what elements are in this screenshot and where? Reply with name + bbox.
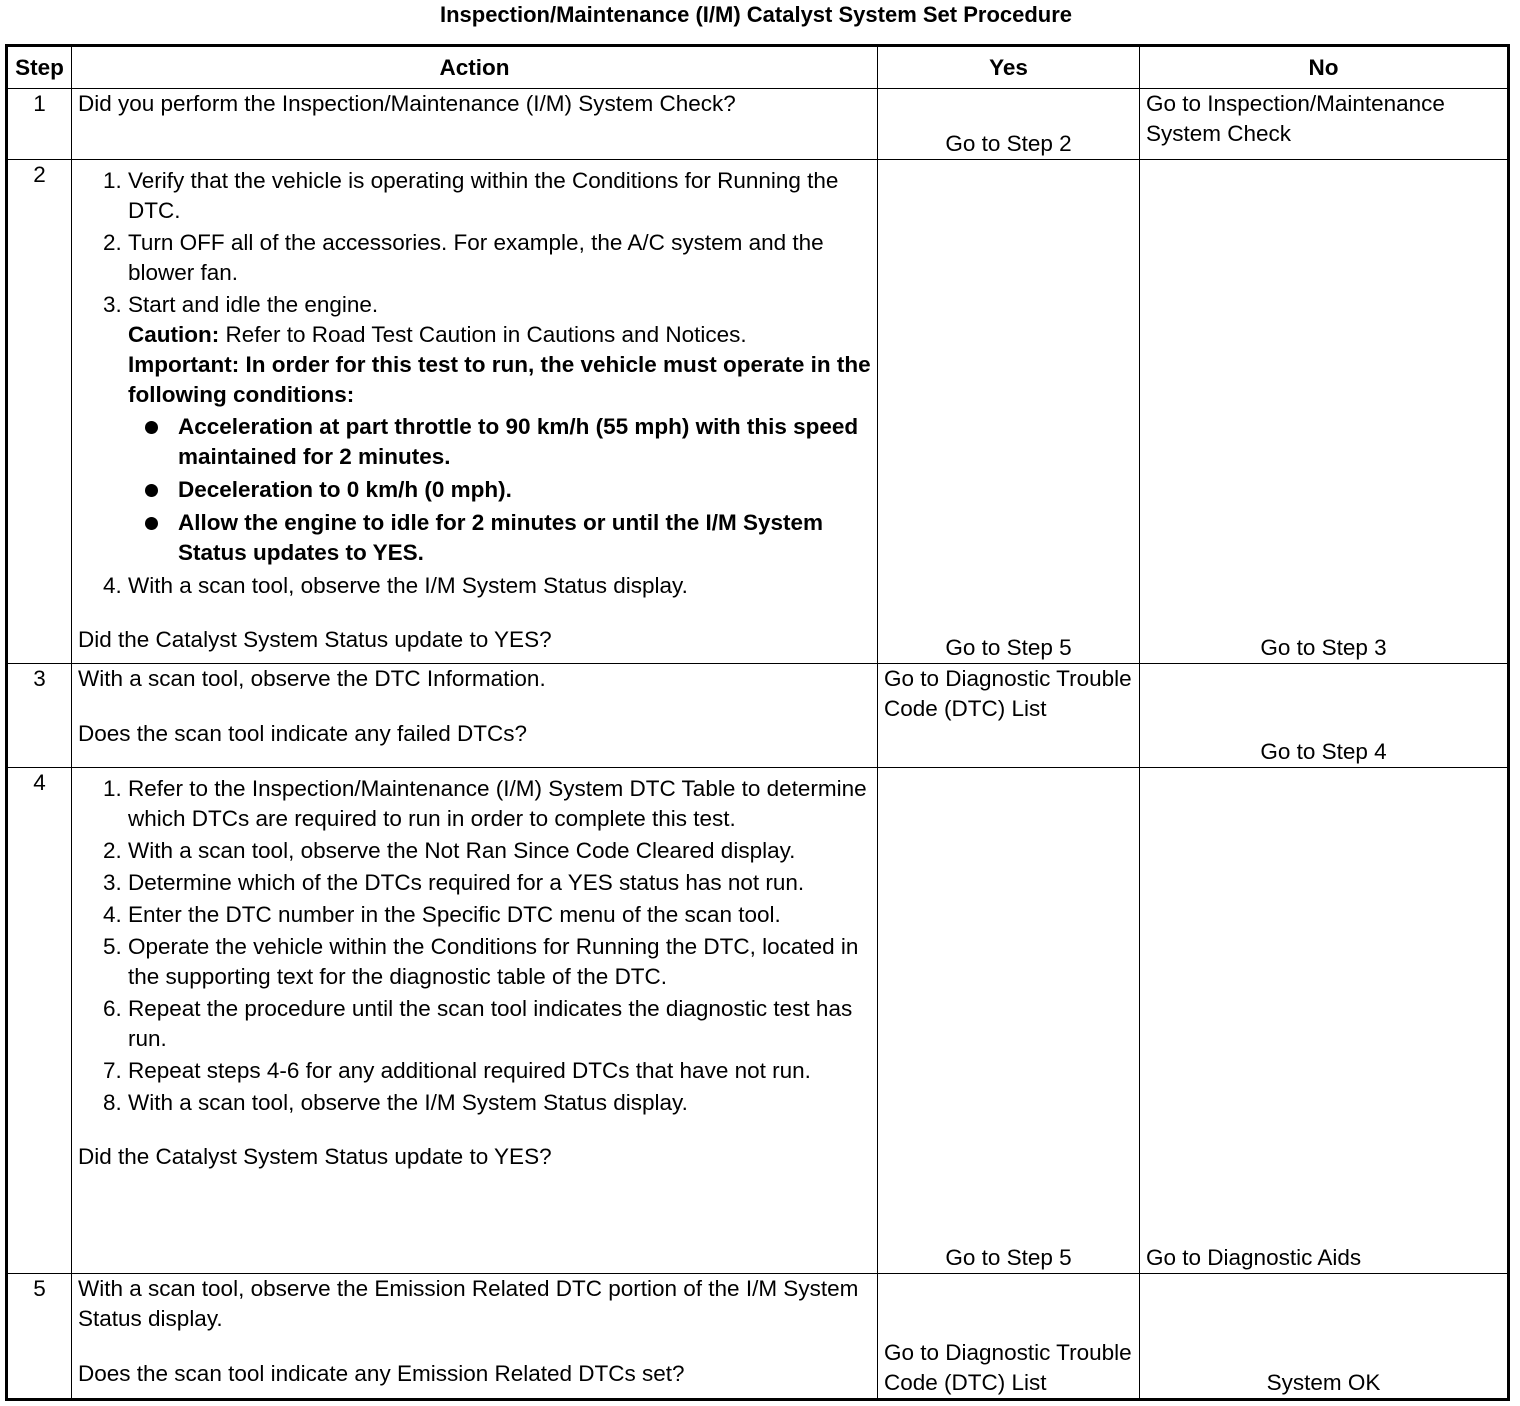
step-number: 3	[7, 664, 72, 768]
list-item: 2. Turn OFF all of the accessories. For example, the A/C system and the blower fan.	[128, 228, 871, 288]
list-item: 6. Repeat the procedure until the scan tool indicates the diagnostic test has run.	[128, 994, 871, 1054]
no-result: Go to Step 4	[1260, 739, 1387, 764]
yes-result: Go to Step 5	[945, 635, 1072, 660]
header-no: No	[1140, 46, 1509, 89]
no-cell	[1140, 160, 1509, 664]
list-item: 5. Operate the vehicle within the Conditions for Running the DTC, located in the supporting text for the diagnostic table of the DTC.	[128, 932, 871, 992]
list-item: 4. Enter the DTC number in the Specific DTC menu of the scan tool.	[128, 900, 871, 930]
bullet-text: Acceleration at part throttle to 90 km/h (55 mph) with this speed maintained for 2 minutes.	[178, 414, 859, 469]
action-text: With a scan tool, observe the Emission Related DTC portion of the I/M System Status display.	[78, 1276, 859, 1331]
step-number: 2	[7, 160, 72, 664]
table-row	[7, 768, 1509, 1274]
list-item: 1. Refer to the Inspection/Maintenance (I/M) System DTC Table to determine which DTCs are required to run in order to complete this test.	[128, 774, 871, 834]
yes-cell	[878, 664, 1140, 768]
bullet-icon	[145, 517, 158, 530]
table-row	[7, 664, 1509, 768]
table-row	[7, 1274, 1509, 1400]
conditions-list	[128, 412, 871, 568]
action-question: Does the scan tool indicate any failed DTCs?	[78, 721, 527, 746]
list-item	[178, 412, 871, 472]
no-result: Go to Inspection/Maintenance System Check	[1146, 91, 1445, 146]
yes-result: Go to Step 2	[945, 131, 1072, 156]
bullet-text: Allow the engine to idle for 2 minutes or until the I/M System Status updates to YES.	[178, 510, 824, 565]
list-item	[128, 290, 871, 568]
list-item	[178, 508, 871, 568]
action-text: With a scan tool, observe the DTC Information.	[78, 666, 546, 691]
header-action: Action	[72, 46, 878, 89]
no-result: Go to Step 3	[1260, 635, 1387, 660]
important-note: Important: In order for this test to run, the vehicle must operate in the following conditions:	[128, 352, 871, 407]
yes-cell	[878, 160, 1140, 664]
action-cell	[72, 89, 878, 160]
no-cell	[1140, 1274, 1509, 1400]
action-question: Did you perform the Inspection/Maintenance (I/M) System Check?	[78, 91, 736, 116]
step-number: 4	[7, 768, 72, 1274]
list-item-text: Start and idle the engine.	[128, 292, 379, 317]
bullet-icon	[145, 421, 158, 434]
list-item: 8. With a scan tool, observe the I/M System Status display.	[128, 1088, 871, 1118]
header-yes: Yes	[878, 46, 1140, 89]
procedure-list	[78, 774, 871, 1118]
caution-note	[128, 320, 871, 350]
no-cell	[1140, 89, 1509, 160]
no-result: Go to Diagnostic Aids	[1146, 1245, 1362, 1270]
no-result: System OK	[1266, 1370, 1381, 1395]
procedure-table	[5, 44, 1510, 1401]
list-item: 2. With a scan tool, observe the Not Ran Since Code Cleared display.	[128, 836, 871, 866]
table-header-row	[7, 46, 1509, 89]
table-row	[7, 89, 1509, 160]
procedure-list	[78, 166, 871, 601]
list-item: 1. Verify that the vehicle is operating within the Conditions for Running the DTC.	[128, 166, 871, 226]
step-number: 5	[7, 1274, 72, 1400]
no-cell	[1140, 664, 1509, 768]
yes-cell	[878, 768, 1140, 1274]
list-item: 3. Determine which of the DTCs required for a YES status has not run.	[128, 868, 871, 898]
no-cell	[1140, 768, 1509, 1274]
list-item: 4. With a scan tool, observe the I/M System Status display.	[128, 571, 871, 601]
step-number: 1	[7, 89, 72, 160]
action-cell	[72, 664, 878, 768]
action-question: Did the Catalyst System Status update to YES?	[78, 627, 552, 652]
header-step: Step	[7, 46, 72, 89]
action-cell	[72, 1274, 878, 1400]
action-cell	[72, 768, 878, 1274]
caution-text: Refer to Road Test Caution in Cautions and Notices.	[219, 322, 747, 347]
action-question: Does the scan tool indicate any Emission Related DTCs set?	[78, 1361, 685, 1386]
yes-result: Go to Diagnostic Trouble Code (DTC) List	[884, 666, 1132, 721]
action-cell	[72, 160, 878, 664]
yes-cell	[878, 1274, 1140, 1400]
page-title: Inspection/Maintenance (I/M) Catalyst System Set Procedure	[439, 2, 1073, 27]
table-row	[7, 160, 1509, 664]
action-question: Did the Catalyst System Status update to YES?	[78, 1144, 552, 1169]
yes-result: Go to Step 5	[945, 1245, 1072, 1270]
bullet-icon	[145, 484, 158, 497]
bullet-text: Deceleration to 0 km/h (0 mph).	[178, 477, 512, 502]
list-item	[178, 475, 871, 505]
yes-result: Go to Diagnostic Trouble Code (DTC) List	[884, 1340, 1132, 1395]
caution-label: Caution:	[128, 322, 220, 347]
yes-cell	[878, 89, 1140, 160]
list-item: 7. Repeat steps 4-6 for any additional required DTCs that have not run.	[128, 1056, 871, 1086]
